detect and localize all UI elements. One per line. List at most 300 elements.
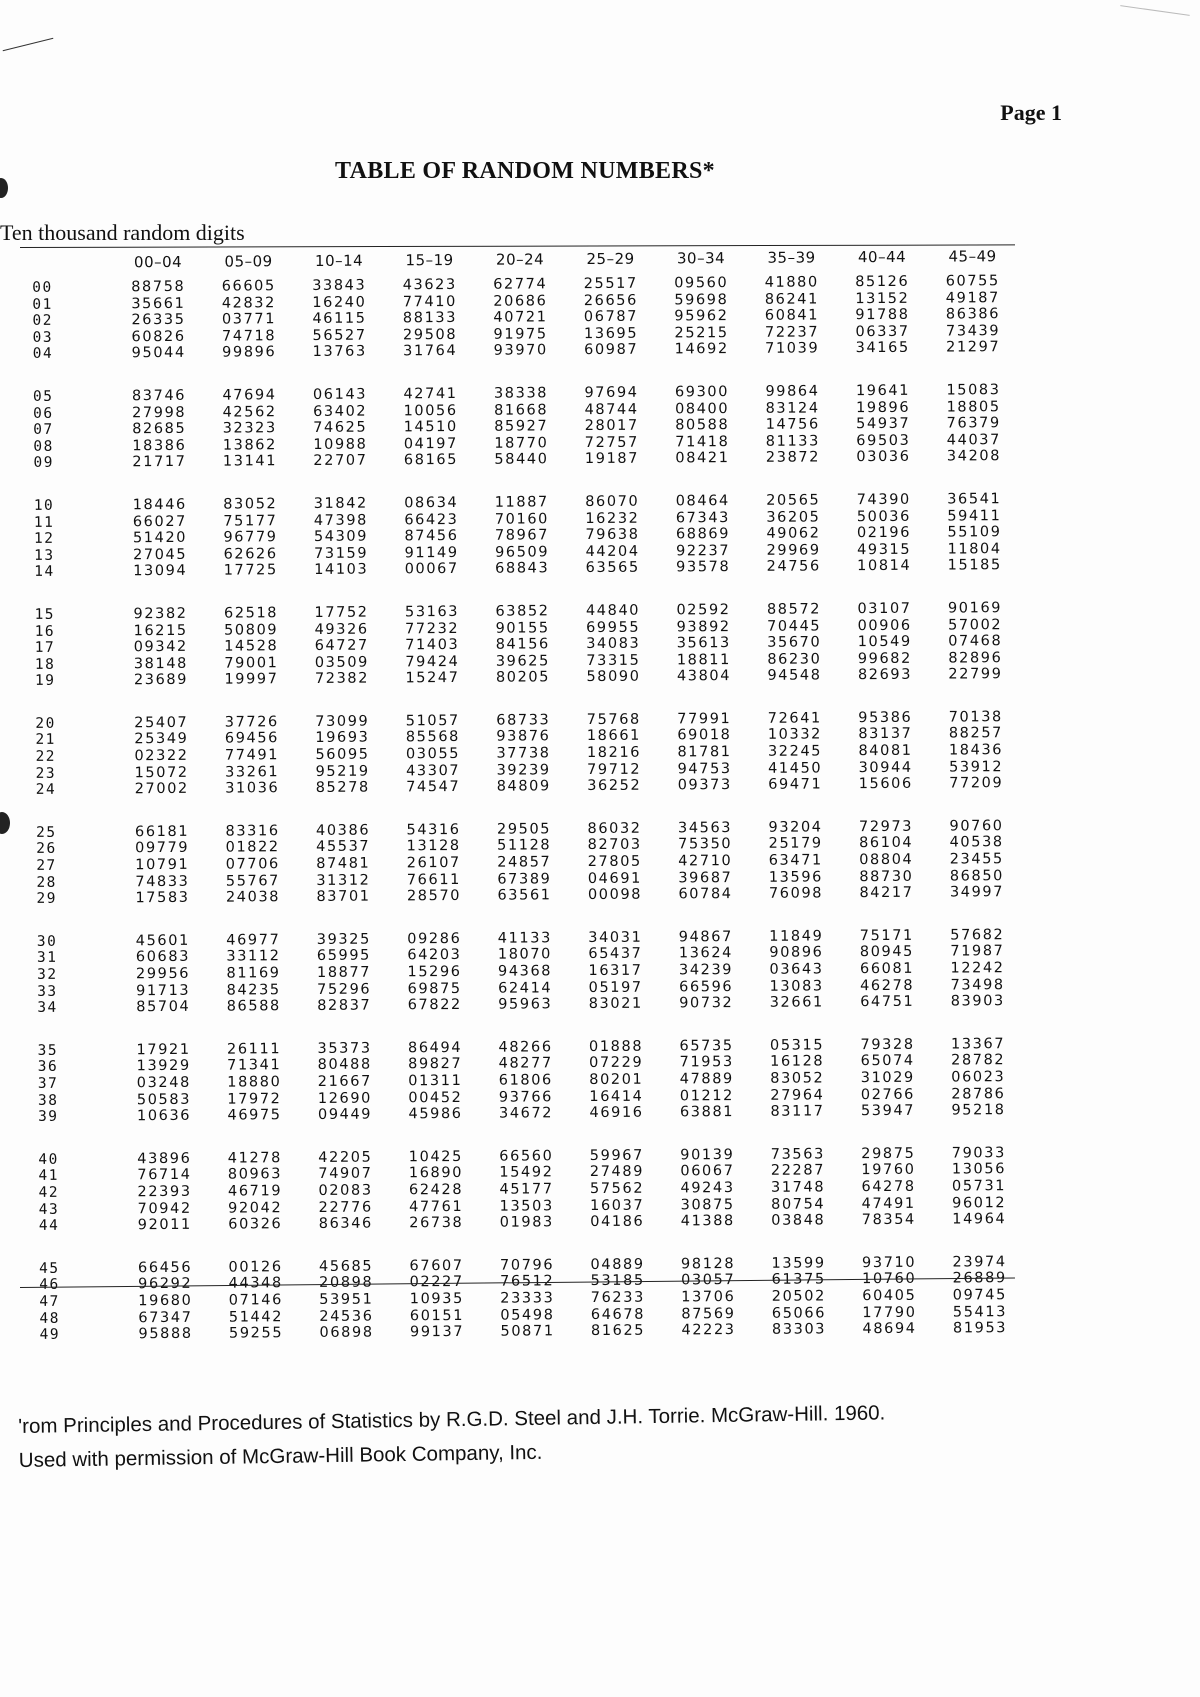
column-header: 05–09	[224, 252, 273, 271]
table-cell: 68733	[496, 712, 551, 729]
table-cell: 04186	[590, 1213, 645, 1231]
table-cell: 73099	[315, 713, 370, 730]
table-cell: 78354	[861, 1211, 916, 1229]
table-cell: 08400	[674, 400, 730, 417]
table-cell: 00126	[228, 1258, 283, 1276]
table-cell: 06067	[680, 1163, 735, 1180]
table-cell: 03036	[856, 449, 911, 466]
table-cell: 62518	[223, 605, 279, 622]
row-index: 15	[34, 606, 56, 623]
table-cell: 67607	[409, 1257, 464, 1275]
column-header: 35–39	[767, 248, 816, 267]
table-cell: 15492	[499, 1164, 554, 1182]
table-cell: 03848	[771, 1212, 826, 1229]
table-cell: 45601	[135, 932, 190, 950]
table-cell: 44348	[228, 1275, 283, 1292]
table-cell: 69875	[407, 980, 462, 997]
table-cell: 47491	[861, 1195, 916, 1212]
table-cell: 93710	[861, 1254, 917, 1271]
row-index: 49	[39, 1326, 61, 1343]
table-cell: 06023	[951, 1069, 1006, 1086]
table-cell: 59967	[589, 1147, 644, 1164]
table-cell: 95044	[131, 345, 186, 362]
table-cell: 83701	[316, 888, 371, 906]
table-cell: 85704	[136, 999, 191, 1016]
table-cell: 09373	[677, 777, 732, 794]
column-header: 10–14	[314, 251, 364, 270]
table-cell: 76714	[137, 1167, 192, 1184]
table-cell: 13094	[133, 563, 188, 580]
table-cell: 03771	[221, 311, 277, 328]
table-cell: 74907	[318, 1165, 373, 1183]
table-cell: 25349	[134, 731, 189, 748]
table-cell: 81953	[952, 1320, 1008, 1337]
table-cell: 07468	[948, 633, 1003, 650]
table-cell: 07706	[225, 856, 280, 873]
table-cell: 48266	[498, 1039, 553, 1056]
table-cell: 41450	[768, 760, 823, 777]
table-cell: 16240	[312, 294, 367, 311]
table-cell: 21717	[132, 454, 187, 471]
table-cell: 17921	[136, 1041, 191, 1058]
table-cell: 06337	[855, 323, 910, 340]
table-cell: 32245	[767, 743, 823, 760]
table-cell: 88257	[948, 725, 1004, 742]
table-cell: 59698	[674, 291, 729, 309]
table-cell: 04197	[403, 435, 458, 453]
table-cell: 86588	[226, 998, 281, 1015]
table-cell: 57562	[589, 1180, 645, 1197]
table-cell: 34165	[855, 340, 910, 357]
table-cell: 42562	[222, 403, 277, 421]
table-cell: 04889	[590, 1256, 645, 1273]
table-cell: 10791	[135, 856, 190, 874]
table-cell: 40386	[315, 822, 371, 839]
table-cell: 18436	[948, 742, 1004, 759]
table-cell: 45537	[316, 839, 371, 856]
table-cell: 26656	[583, 292, 638, 309]
table-cell: 39239	[496, 761, 551, 779]
table-cell: 79001	[224, 654, 279, 672]
table-cell: 76512	[500, 1273, 555, 1290]
row-index: 33	[37, 983, 58, 1000]
table-cell: 01888	[588, 1038, 644, 1055]
table-cell: 71953	[679, 1054, 734, 1071]
table-cell: 80488	[317, 1056, 372, 1074]
table-cell: 63881	[679, 1104, 735, 1121]
table-cell: 94368	[497, 963, 553, 980]
table-cell: 47398	[313, 512, 369, 529]
table-cell: 63565	[585, 559, 640, 577]
table-cell: 62428	[408, 1181, 464, 1199]
table-cell: 26738	[409, 1215, 464, 1232]
table-cell: 35373	[317, 1040, 372, 1057]
table-cell: 07229	[589, 1055, 644, 1072]
table-cell: 09560	[674, 275, 729, 292]
table-cell: 21667	[317, 1073, 372, 1090]
table-cell: 19896	[855, 399, 911, 416]
row-index: 14	[34, 564, 55, 581]
table-cell: 86386	[945, 306, 1001, 323]
row-index: 23	[35, 765, 57, 782]
table-cell: 54316	[406, 821, 461, 839]
table-cell: 06898	[319, 1324, 374, 1342]
table-cell: 81133	[765, 433, 820, 450]
row-index: 48	[39, 1310, 60, 1327]
table-cell: 63402	[313, 403, 368, 420]
table-cell: 36252	[587, 777, 642, 795]
table-cell: 14692	[674, 341, 729, 358]
table-cell: 05197	[588, 979, 643, 996]
table-cell: 03057	[681, 1272, 736, 1289]
row-index: 40	[38, 1151, 59, 1168]
table-cell: 86241	[764, 291, 819, 308]
table-cell: 46115	[312, 310, 367, 328]
table-cell: 57682	[950, 926, 1005, 944]
table-cell: 60784	[678, 886, 733, 903]
table-cell: 94753	[677, 760, 732, 778]
table-cell: 03248	[136, 1074, 191, 1092]
table-cell: 25179	[768, 835, 823, 853]
table-cell: 87481	[316, 855, 371, 872]
table-cell: 60987	[584, 342, 639, 359]
table-cell: 28570	[406, 888, 462, 905]
table-cell: 01983	[499, 1214, 554, 1231]
table-cell: 59411	[947, 507, 1002, 525]
table-cell: 66027	[132, 513, 188, 530]
table-cell: 23872	[765, 449, 821, 467]
table-cell: 79033	[951, 1144, 1006, 1162]
table-cell: 64278	[861, 1178, 916, 1196]
row-index: 46	[39, 1277, 60, 1294]
table-cell: 80205	[495, 669, 551, 686]
column-header: 45–49	[948, 247, 997, 266]
row-index: 26	[36, 841, 57, 858]
table-cell: 36541	[947, 491, 1002, 508]
table-cell: 25517	[583, 275, 638, 293]
table-cell: 41133	[497, 930, 552, 947]
table-cell: 08464	[675, 492, 730, 510]
table-cell: 65074	[860, 1053, 915, 1070]
table-cell: 48694	[862, 1320, 917, 1338]
table-cell: 18216	[586, 744, 642, 762]
table-cell: 14964	[952, 1211, 1007, 1228]
table-cell: 22393	[137, 1183, 192, 1201]
table-cell: 81625	[590, 1322, 646, 1340]
row-index: 43	[38, 1201, 60, 1218]
table-cell: 27489	[589, 1164, 645, 1181]
table-cell: 60755	[945, 273, 1000, 290]
table-cell: 93578	[676, 559, 731, 576]
table-cell: 96292	[138, 1276, 193, 1293]
table-cell: 43307	[406, 762, 461, 779]
table-cell: 90732	[679, 995, 734, 1012]
table-cell: 31764	[403, 343, 458, 360]
table-cell: 13929	[136, 1058, 191, 1075]
table-cell: 55767	[225, 872, 281, 890]
table-cell: 70796	[499, 1257, 555, 1274]
table-cell: 62414	[498, 979, 553, 997]
table-cell: 57002	[948, 616, 1003, 634]
table-cell: 47694	[222, 387, 277, 404]
table-cell: 50871	[500, 1323, 555, 1340]
table-cell: 74547	[406, 779, 461, 796]
table-cell: 14528	[224, 638, 279, 655]
row-group	[26, 1036, 1027, 1126]
table-cell: 90169	[947, 600, 1003, 617]
table-cell: 05731	[951, 1178, 1007, 1195]
table-cell: 23455	[949, 851, 1004, 868]
table-cell: 41880	[764, 274, 819, 291]
table-cell: 16317	[588, 962, 643, 980]
table-cell: 24038	[225, 889, 281, 906]
table-cell: 03643	[769, 961, 824, 978]
row-index: 11	[33, 514, 55, 531]
table-cell: 69471	[768, 776, 823, 794]
table-cell: 33843	[312, 277, 367, 294]
table-cell: 41388	[680, 1213, 735, 1230]
row-index: 25	[36, 824, 57, 841]
table-cell: 29969	[766, 542, 821, 559]
table-cell: 47761	[409, 1198, 464, 1215]
table-cell: 93970	[493, 342, 548, 360]
table-cell: 84081	[858, 742, 913, 760]
table-cell: 99682	[857, 650, 912, 667]
table-cell: 13599	[771, 1255, 826, 1272]
table-cell: 63852	[495, 603, 550, 620]
table-cell: 14510	[403, 419, 458, 436]
table-cell: 96509	[494, 544, 550, 561]
table-cell: 03055	[405, 746, 461, 763]
table-cell: 29508	[402, 326, 458, 344]
row-index: 22	[35, 748, 57, 765]
table-cell: 46278	[860, 977, 915, 994]
table-cell: 22707	[313, 452, 368, 470]
table-cell: 14103	[314, 561, 369, 579]
table-cell: 98128	[680, 1255, 736, 1273]
table-cell: 66596	[679, 978, 734, 996]
table-cell: 39325	[316, 931, 371, 948]
table-cell: 81169	[226, 965, 281, 982]
row-index: 10	[33, 497, 55, 514]
table-cell: 16215	[133, 622, 188, 639]
table-cell: 09779	[135, 840, 190, 857]
table-cell: 50583	[136, 1091, 192, 1108]
table-cell: 90155	[495, 619, 550, 637]
table-cell: 87569	[681, 1305, 736, 1322]
table-cell: 43623	[402, 276, 457, 294]
table-cell: 09286	[407, 930, 462, 948]
table-cell: 22287	[770, 1162, 826, 1180]
table-cell: 49187	[945, 289, 1000, 307]
random-numbers-table	[20, 243, 1028, 1370]
table-cell: 73159	[313, 545, 369, 562]
table-cell: 19760	[861, 1162, 916, 1179]
table-cell: 62774	[493, 276, 548, 293]
table-cell: 10988	[313, 436, 368, 453]
table-cell: 70445	[767, 617, 822, 635]
table-cell: 55413	[952, 1303, 1008, 1321]
table-cell: 02083	[318, 1182, 373, 1199]
table-cell: 13503	[499, 1197, 554, 1215]
row-index: 27	[36, 857, 57, 874]
row-index: 01	[32, 296, 53, 313]
table-cell: 36205	[766, 508, 821, 526]
row-index: 37	[37, 1075, 59, 1092]
table-cell: 75768	[586, 711, 641, 728]
table-cell: 11804	[947, 540, 1002, 558]
row-group	[23, 709, 1024, 799]
table-cell: 31748	[770, 1179, 826, 1196]
table-cell: 34239	[678, 962, 734, 979]
table-cell: 68843	[495, 560, 550, 578]
table-cell: 83137	[858, 726, 913, 743]
table-cell: 38338	[493, 385, 549, 402]
table-cell: 68165	[403, 452, 459, 469]
table-cell: 72382	[314, 670, 370, 688]
table-cell: 10549	[857, 633, 912, 651]
row-index: 30	[36, 933, 58, 950]
table-cell: 86494	[407, 1039, 463, 1057]
table-cell: 12690	[317, 1090, 373, 1107]
table-cell: 88133	[402, 310, 458, 327]
table-cell: 64727	[314, 637, 369, 655]
table-cell: 45986	[408, 1106, 463, 1123]
table-cell: 69018	[677, 727, 732, 744]
table-cell: 80201	[589, 1071, 644, 1089]
table-cell: 51420	[132, 529, 188, 547]
table-cell: 67389	[497, 870, 552, 888]
row-index: 17	[34, 639, 56, 657]
table-cell: 17972	[227, 1090, 282, 1108]
table-cell: 71341	[227, 1057, 282, 1074]
table-body	[20, 273, 1027, 1344]
table-cell: 93204	[768, 819, 823, 836]
table-cell: 27964	[770, 1086, 825, 1104]
table-cell: 23333	[500, 1290, 555, 1307]
table-cell: 47889	[679, 1071, 734, 1088]
table-cell: 26107	[406, 854, 461, 872]
table-cell: 19187	[584, 451, 640, 468]
row-index: 24	[35, 782, 57, 799]
table-cell: 65437	[588, 946, 643, 963]
table-cell: 96012	[952, 1194, 1007, 1212]
row-index: 39	[37, 1108, 59, 1126]
table-cell: 00452	[408, 1089, 463, 1106]
row-index: 28	[36, 874, 57, 891]
table-cell: 73563	[770, 1146, 825, 1163]
row-index: 47	[39, 1293, 60, 1310]
row-group	[24, 818, 1025, 908]
table-cell: 63561	[497, 887, 552, 904]
table-cell: 29505	[496, 821, 552, 838]
table-cell: 65066	[771, 1304, 827, 1322]
table-cell: 00906	[857, 617, 912, 634]
table-cell: 83316	[225, 823, 280, 840]
table-cell: 53163	[404, 603, 460, 621]
table-cell: 39625	[495, 652, 551, 670]
table-cell: 26889	[952, 1270, 1007, 1287]
table-cell: 82685	[132, 420, 187, 438]
table-cell: 10636	[136, 1107, 192, 1125]
table-cell: 79712	[587, 761, 642, 778]
table-cell: 18770	[494, 435, 549, 452]
table-cell: 60405	[862, 1287, 917, 1305]
table-cell: 99137	[409, 1324, 465, 1341]
table-cell: 27002	[134, 781, 189, 798]
table-cell: 15247	[405, 670, 460, 687]
table-cell: 76379	[946, 415, 1001, 432]
table-cell: 18811	[676, 651, 731, 669]
table-cell: 06143	[312, 386, 368, 403]
table-cell: 09745	[952, 1287, 1007, 1304]
table-cell: 69503	[856, 432, 911, 449]
table-cell: 03509	[314, 654, 370, 671]
table-cell: 80588	[675, 417, 730, 434]
table-cell: 20686	[493, 292, 548, 310]
table-cell: 15296	[407, 963, 462, 981]
table-cell: 49326	[314, 621, 369, 638]
table-cell: 31029	[860, 1069, 915, 1087]
table-cell: 24756	[766, 558, 821, 576]
table-cell: 87456	[404, 528, 459, 545]
row-index: 07	[33, 421, 54, 439]
table-cell: 42223	[681, 1322, 736, 1339]
table-cell: 13695	[583, 325, 639, 342]
table-cell: 37726	[224, 714, 279, 731]
table-cell: 20565	[766, 492, 821, 509]
table-cell: 76098	[768, 885, 824, 903]
binder-hole-middle	[0, 812, 10, 834]
table-cell: 11887	[494, 494, 549, 511]
table-cell: 72641	[767, 710, 822, 727]
table-cell: 54937	[856, 415, 911, 433]
row-index: 31	[36, 950, 58, 967]
table-cell: 53912	[948, 758, 1004, 776]
table-cell: 19641	[855, 382, 911, 400]
row-index: 18	[34, 656, 56, 673]
table-cell: 49243	[680, 1179, 735, 1197]
table-cell: 31312	[316, 872, 371, 889]
table-cell: 83746	[131, 387, 187, 405]
table-cell: 15185	[947, 557, 1002, 574]
table-cell: 17583	[135, 890, 190, 907]
table-cell: 70942	[137, 1200, 192, 1217]
table-cell: 34208	[946, 448, 1002, 465]
table-cell: 13862	[222, 436, 277, 454]
table-cell: 19997	[224, 671, 279, 688]
table-cell: 20898	[319, 1274, 374, 1292]
table-cell: 61375	[771, 1271, 826, 1289]
table-cell: 91788	[855, 306, 910, 324]
table-cell: 18446	[132, 496, 187, 514]
column-header: 40–44	[857, 247, 907, 267]
table-cell: 86346	[318, 1215, 373, 1233]
row-index: 00	[32, 279, 53, 296]
source-footnote	[18, 1396, 886, 1478]
table-cell: 86070	[585, 493, 640, 510]
table-cell: 86230	[767, 651, 822, 668]
table-cell: 83124	[765, 399, 820, 417]
column-header: 00–04	[133, 252, 183, 272]
row-index: 09	[33, 455, 55, 472]
table-cell: 93766	[498, 1088, 554, 1106]
column-header: 20–24	[495, 250, 545, 269]
table-cell: 39687	[678, 869, 733, 887]
table-cell: 86032	[587, 820, 642, 837]
table-cell: 16890	[408, 1165, 464, 1182]
table-cell: 93892	[676, 618, 731, 635]
